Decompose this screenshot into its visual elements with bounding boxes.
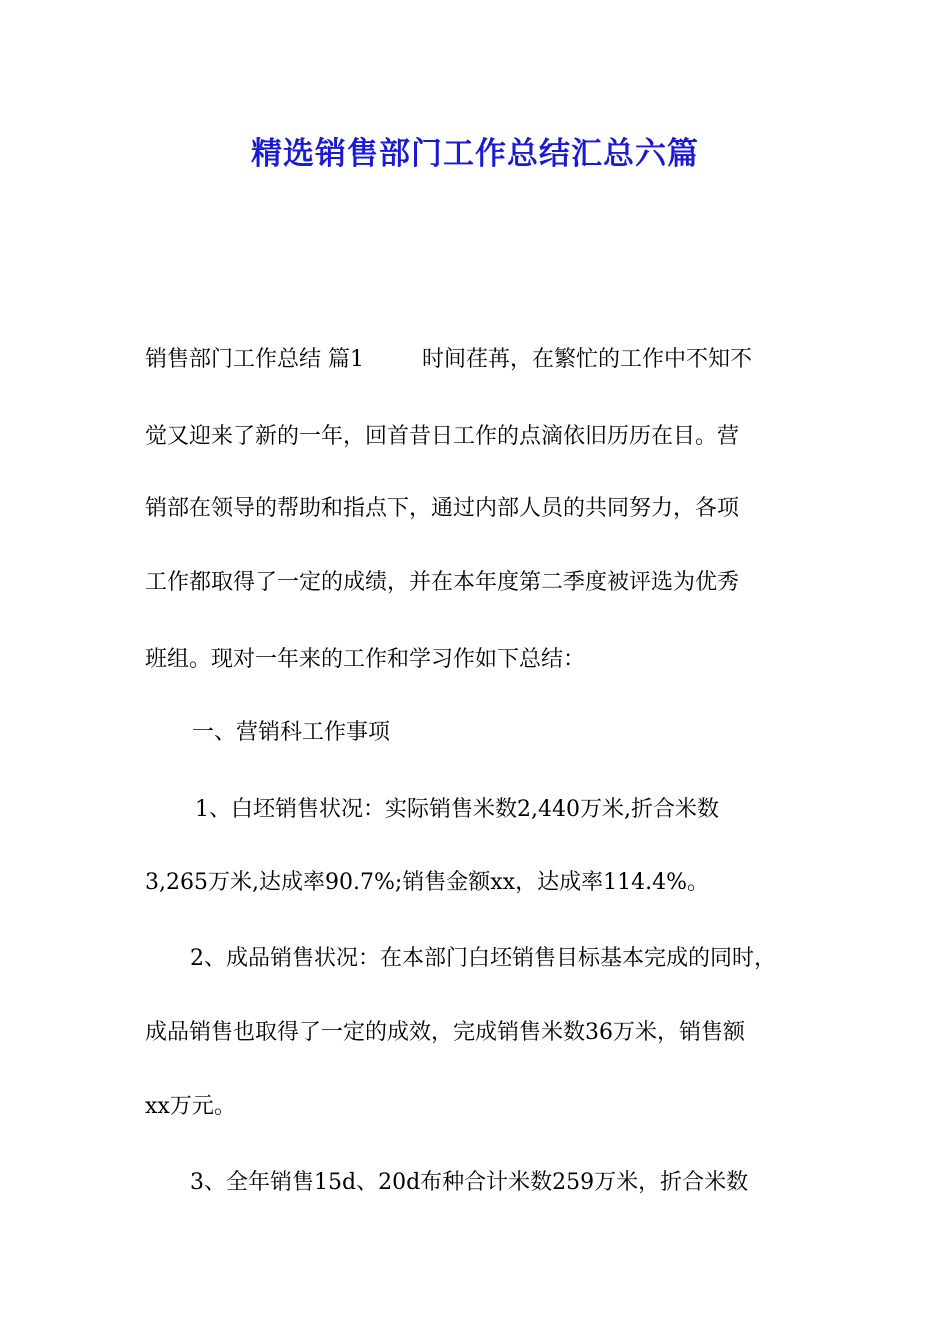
paragraph-line-1 [145, 345, 810, 375]
paragraph-line-11: 3、全年销售15d、20d布种合计米数259万米，折合米数 [190, 1170, 749, 1195]
paragraph-line-6: 1、白坯销售状况：实际销售米数2,440万米,折合米数 [195, 797, 719, 822]
paragraph-line-4: 工作都取得了一定的成绩，并在本年度第二季度被评选为优秀 [145, 570, 740, 595]
paragraph-line-3: 销部在领导的帮助和指点下，通过内部人员的共同努力，各项 [145, 496, 740, 521]
section-heading: 销售部门工作总结 篇1 [145, 347, 364, 372]
paragraph-line-5: 班组。现对一年来的工作和学习作如下总结： [145, 647, 586, 672]
paragraph-line-2: 觉又迎来了新的一年，回首昔日工作的点滴依旧历历在目。营 [145, 424, 740, 449]
paragraph-line-9: 成品销售也取得了一定的成效，完成销售米数36万米，销售额 [145, 1020, 745, 1045]
paragraph-line-10: xx万元。 [145, 1094, 236, 1119]
paragraph-text: 时间荏苒，在繁忙的工作中不知不 [422, 347, 753, 372]
section-heading-1: 一、营销科工作事项 [192, 720, 391, 745]
paragraph-line-7: 3,265万米,达成率90.7%;销售金额xx，达成率114.4%。 [145, 870, 709, 895]
paragraph-line-8: 2、成品销售状况：在本部门白坯销售目标基本完成的同时， [190, 946, 776, 971]
document-title: 精选销售部门工作总结汇总六篇 [251, 136, 699, 172]
